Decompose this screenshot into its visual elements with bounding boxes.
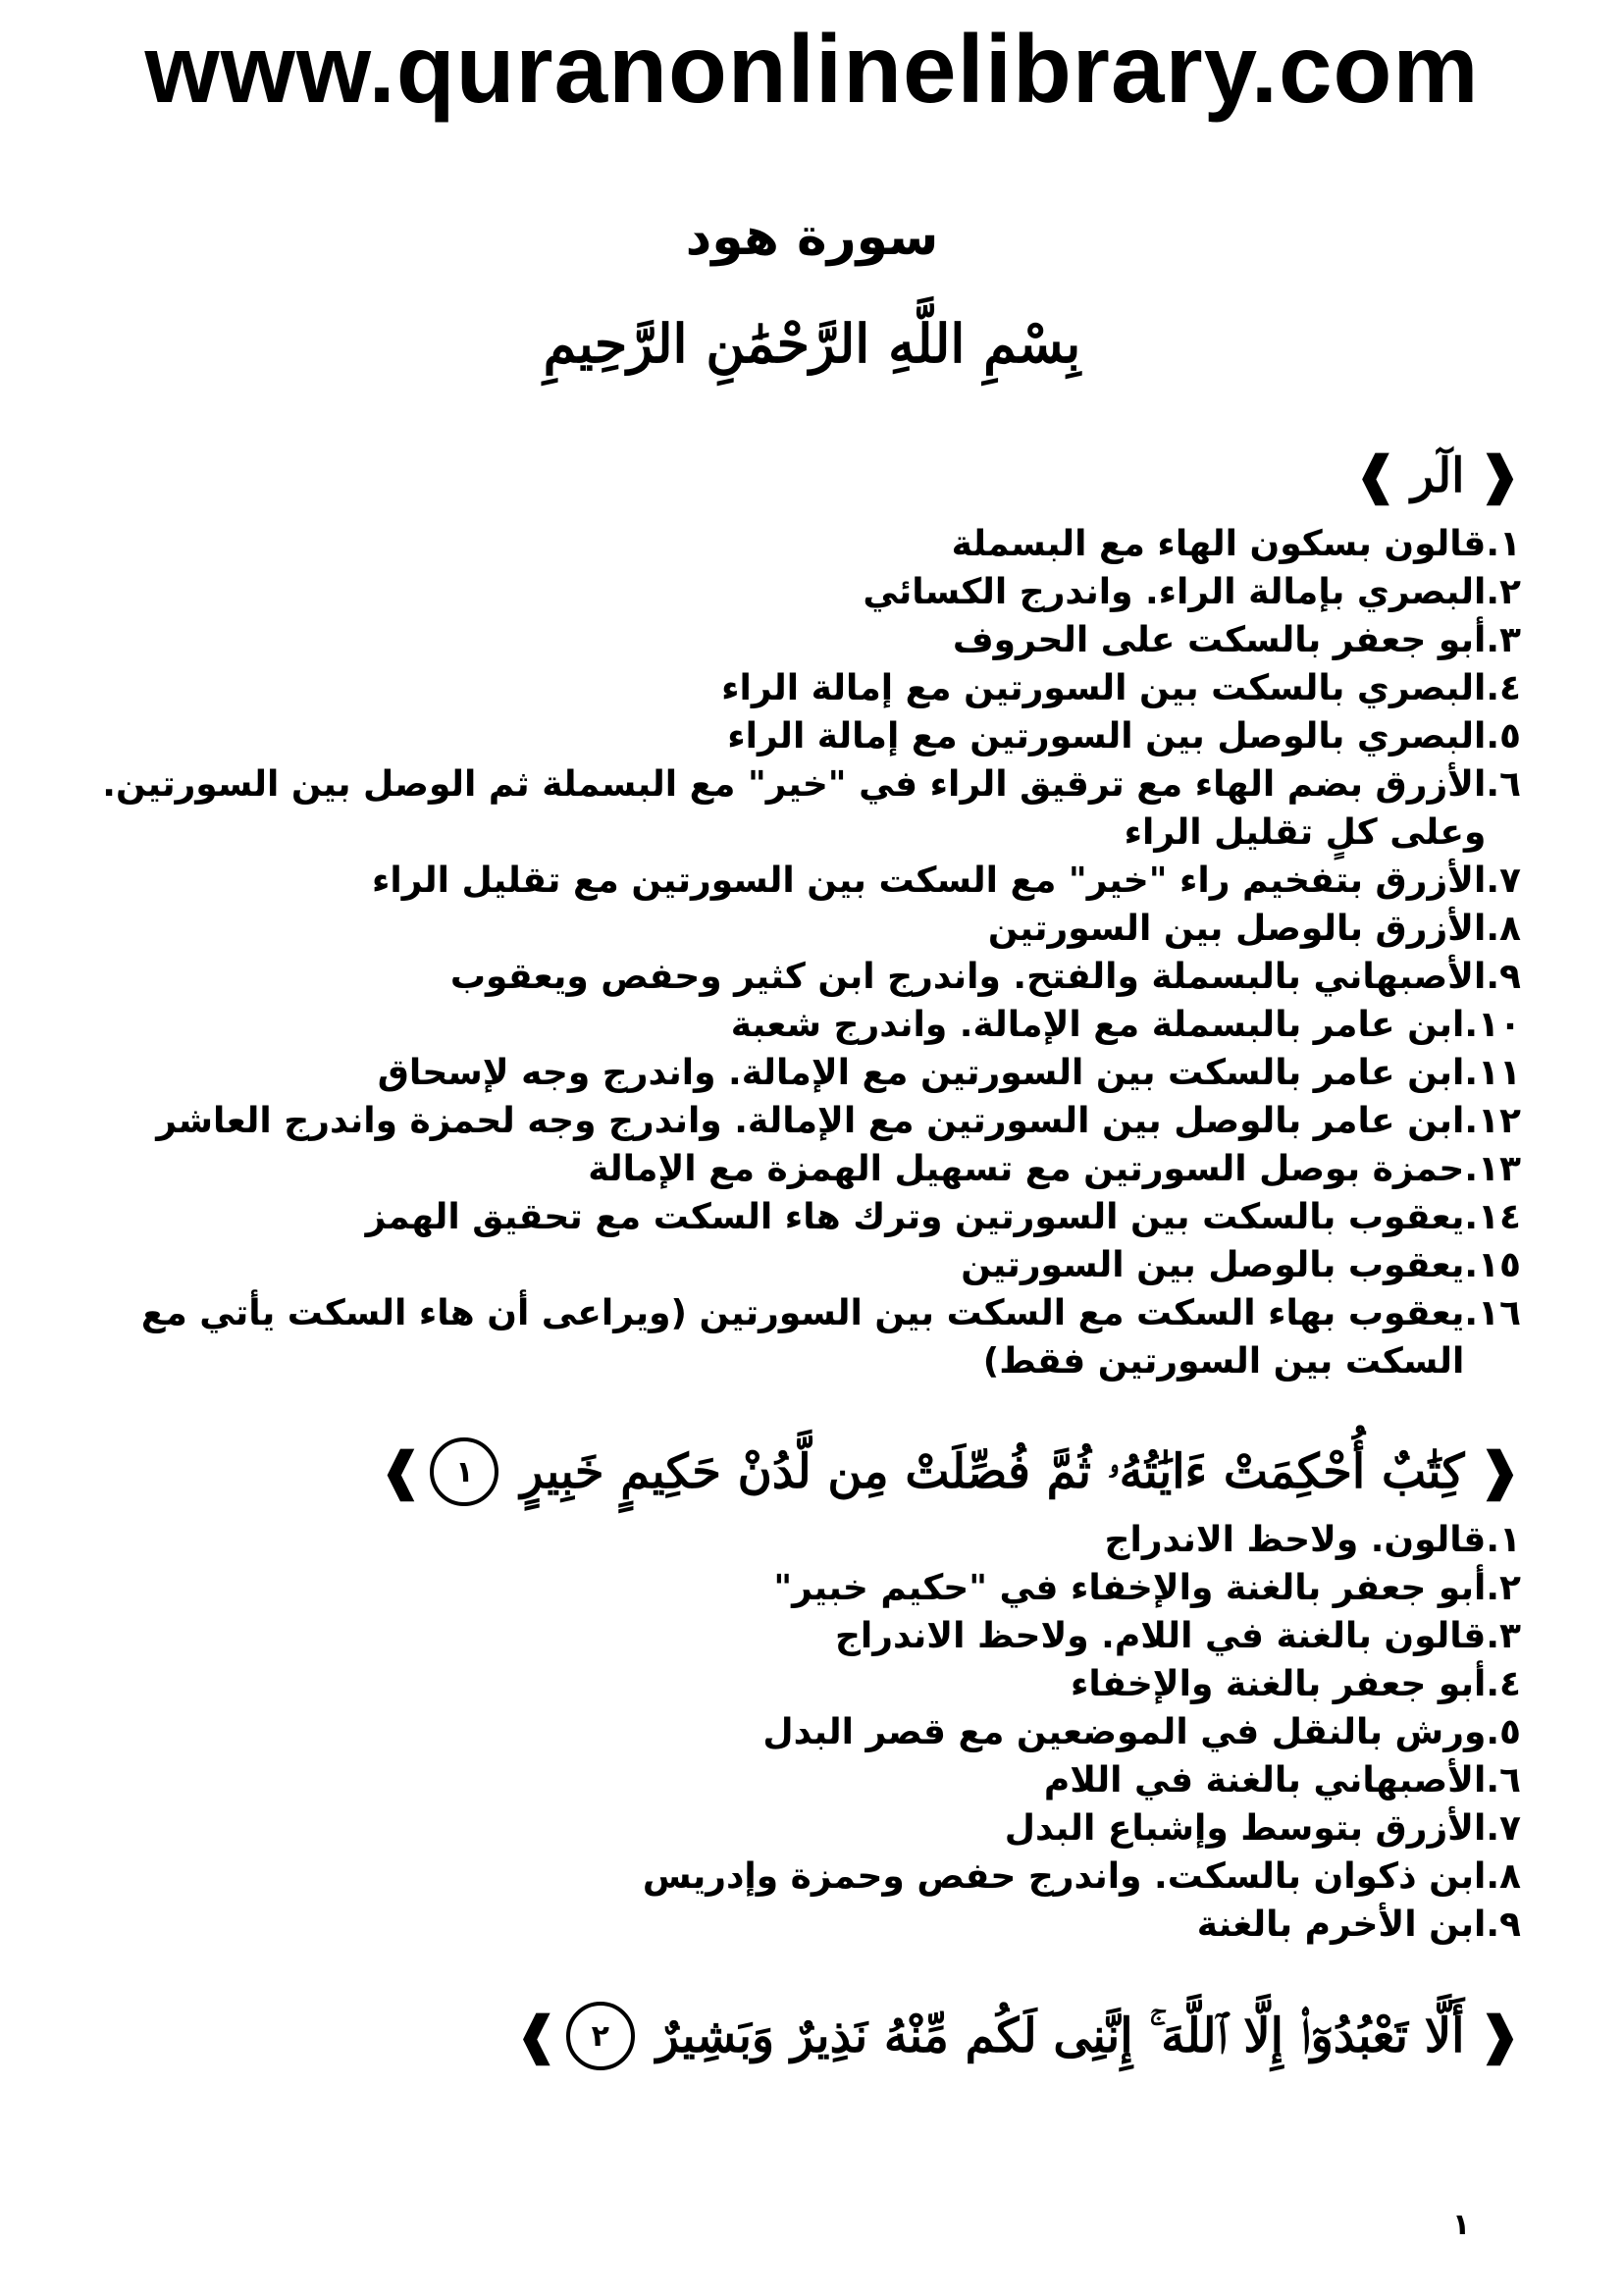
- section-2: [88, 1428, 1521, 1949]
- ornament-close-icon: ❱: [1354, 445, 1397, 505]
- ayah-text: الٓر: [1410, 448, 1465, 503]
- reading-item: ٥. ورش بالنقل في الموضعين مع قصر البدل: [762, 1712, 1521, 1752]
- reading-item: ٩. الأصبهاني بالبسملة والفتح. واندرج ابن كثير وحفص ويعقوب: [449, 957, 1521, 997]
- ornament-open-icon: ❰: [1478, 445, 1521, 505]
- reading-item: ١٠. ابن عامر بالبسملة مع الإمالة. واندرج شعبة: [730, 1005, 1521, 1045]
- reading-item: ٦. الأصبهاني بالغنة في اللام: [1043, 1760, 1521, 1800]
- ornament-open-icon: ❰: [1478, 1441, 1521, 1501]
- reading-item: ٤. أبو جعفر بالغنة والإخفاء: [1071, 1664, 1521, 1704]
- reading-item: ١٢. ابن عامر بالوصل بين السورتين مع الإمالة. واندرج وجه لحمزة واندرج العاشر: [156, 1101, 1521, 1141]
- reading-item: ١. قالون بسكون الهاء مع البسملة: [951, 524, 1521, 564]
- reading-item: ٢. أبو جعفر بالغنة والإخفاء في "حكيم خبير": [773, 1568, 1521, 1608]
- ornament-open-icon: ❰: [1478, 2006, 1521, 2065]
- section-3: [88, 1992, 1521, 2080]
- surah-title: سورة هود: [685, 208, 939, 267]
- reading-item: ٢. البصري بإمالة الراء. واندرج الكسائي: [863, 572, 1521, 612]
- reading-item: ٧. الأزرق بتوسط وإشباع البدل: [1004, 1808, 1521, 1849]
- ayah-text: أَلَّا تَعْبُدُوٓا۟ إِلَّا ٱللَّهَ ۚ إِنَّنِى لَكُم مِّنْهُ نَذِيرٌ وَبَشِيرٌ: [655, 2008, 1465, 2063]
- ayah-number-badge: ١: [430, 1437, 498, 1506]
- reading-item: ٦. الأزرق بضم الهاء مع ترقيق الراء في "خير" مع البسملة ثم الوصل بين السورتين. وعلى كلٍ تقليل الراء: [102, 764, 1521, 853]
- ornament-close-icon: ❱: [515, 2006, 558, 2065]
- page-number: ١: [1452, 2208, 1471, 2242]
- reading-item: ١٤. يعقوب بالسكت بين السورتين وترك هاء السكت مع تحقيق الهمز: [365, 1197, 1521, 1237]
- reading-item: ١١. ابن عامر بالسكت بين السورتين مع الإمالة. واندرج وجه لإسحاق: [377, 1053, 1521, 1093]
- reading-item: ٣. قالون بالغنة في اللام. ولاحظ الاندراج: [834, 1616, 1521, 1656]
- reading-item: ٥. البصري بالوصل بين السورتين مع إمالة الراء: [727, 716, 1521, 757]
- reading-item: ٨. ابن ذكوان بالسكت. واندرج حفص وحمزة وإدريس: [642, 1856, 1521, 1897]
- ornament-close-icon: ❱: [379, 1441, 423, 1501]
- reading-item: ١. قالون. ولاحظ الاندراج: [1104, 1520, 1521, 1560]
- ayah-text: كِتَٰبٌ أُحْكِمَتْ ءَايَٰتُهُۥ ثُمَّ فُصِّلَتْ مِن لَّدُنْ حَكِيمٍ خَبِيرٍ: [520, 1443, 1465, 1499]
- ayah-heading: [88, 1992, 1521, 2080]
- section-1: [88, 432, 1521, 1385]
- ayah-number-badge: ٢: [566, 2002, 635, 2070]
- reading-item: ٨. الأزرق بالوصل بين السورتين: [987, 909, 1521, 949]
- site-header: www.quranonlinelibrary.com: [144, 15, 1480, 123]
- ayah-heading: [88, 432, 1521, 520]
- reading-item: ١٦. يعقوب بهاء السكت مع السكت بين السورتين (ويراعى أن هاء السكت يأتي مع السكت بين السورتين فقط): [140, 1293, 1521, 1382]
- reading-item: ٣. أبو جعفر بالسكت على الحروف: [952, 620, 1521, 660]
- reading-item: ١٣. حمزة بوصل السورتين مع تسهيل الهمزة مع الإمالة: [588, 1149, 1521, 1189]
- readings-list: [88, 520, 1521, 1385]
- readings-list: [88, 1516, 1521, 1949]
- reading-item: ٤. البصري بالسكت بين السورتين مع إمالة الراء: [721, 668, 1521, 708]
- reading-item: ٧. الأزرق بتفخيم راء "خير" مع السكت بين السورتين مع تقليل الراء: [371, 861, 1521, 901]
- reading-item: ١٥. يعقوب بالوصل بين السورتين: [961, 1245, 1521, 1285]
- ayah-heading: [88, 1428, 1521, 1516]
- basmala: بِسْمِ اللَّهِ الرَّحْمَٰنِ الرَّحِيمِ: [543, 312, 1081, 375]
- reading-item: ٩. ابن الأخرم بالغنة: [1196, 1905, 1521, 1945]
